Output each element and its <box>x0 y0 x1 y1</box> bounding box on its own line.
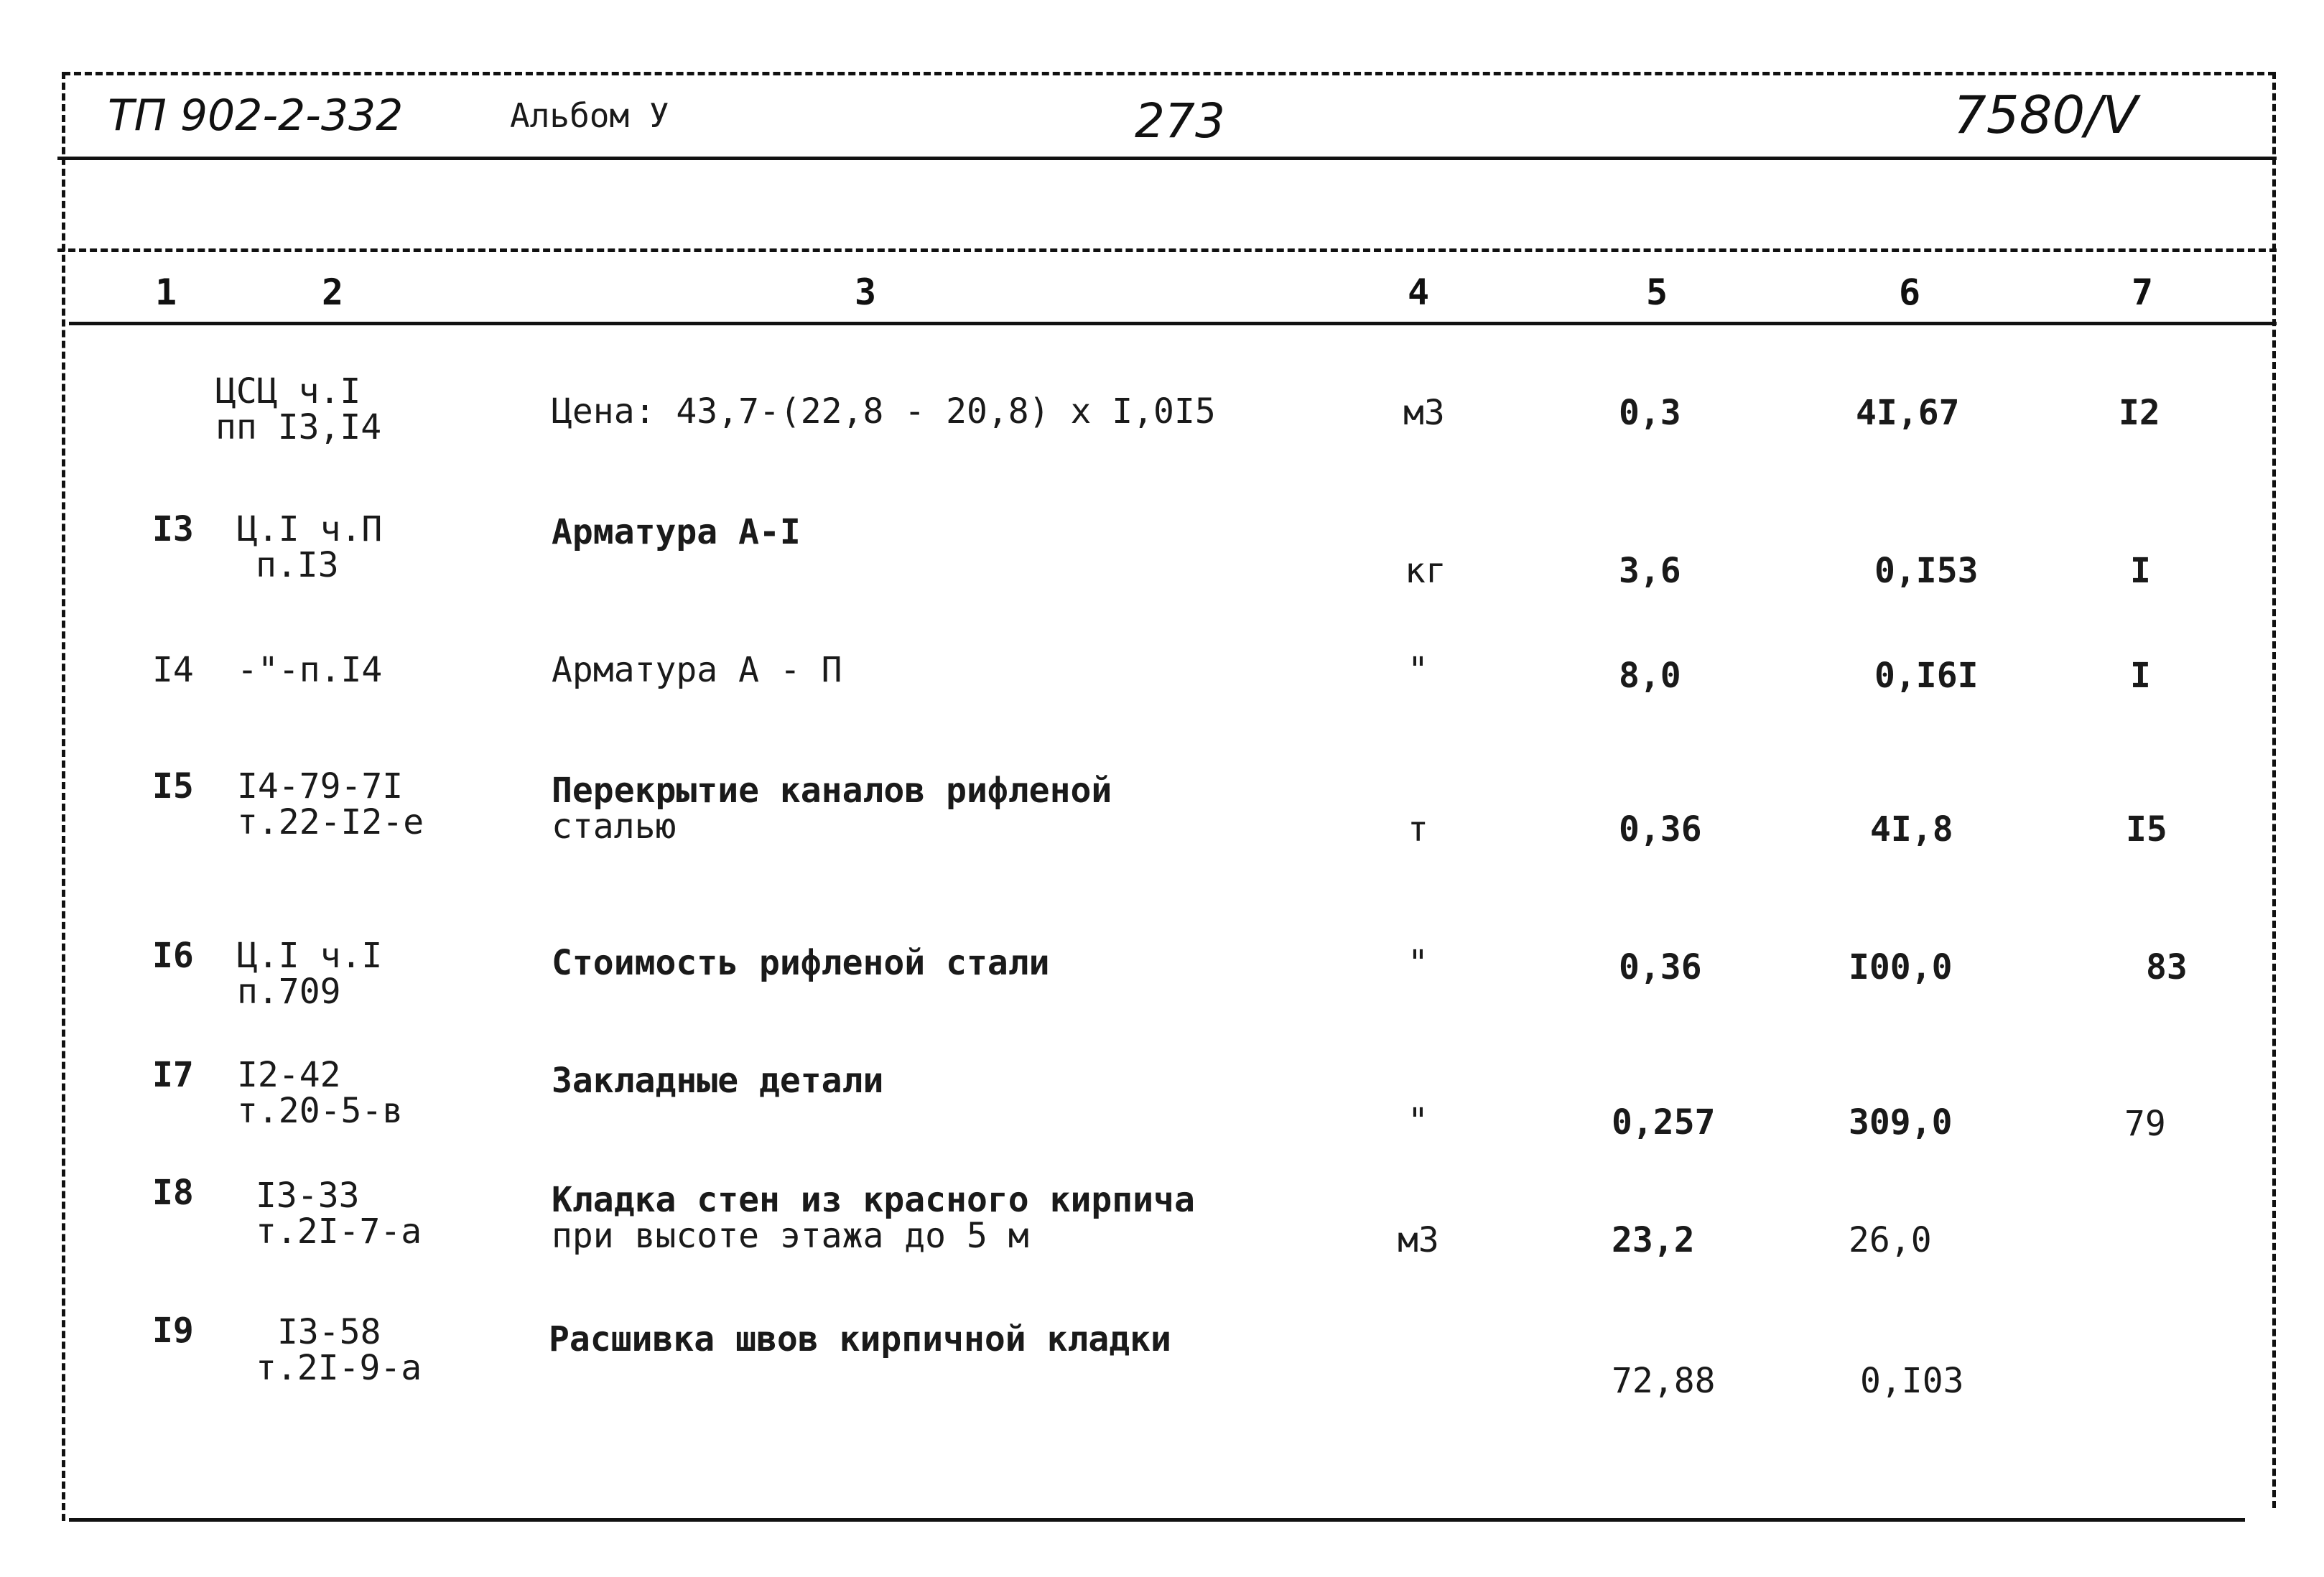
column-header-1: 1 <box>155 271 177 313</box>
row-number: I8 <box>152 1173 194 1213</box>
row-reference: I4-79-7I т.22-I2-е <box>237 766 424 842</box>
row-unit: м3 <box>1403 393 1445 433</box>
row-quantity: 23,2 <box>1612 1220 1695 1260</box>
row-price: 4I,8 <box>1870 809 1953 850</box>
row-description: Перекрытие каналов рифленой сталью <box>552 771 1112 847</box>
row-price: 0,I53 <box>1874 551 1979 591</box>
column-header-7: 7 <box>2132 271 2154 313</box>
row-number: I7 <box>152 1055 194 1095</box>
album-label: Альбом У <box>510 96 669 135</box>
row-quantity: 8,0 <box>1619 656 1681 696</box>
row-price: 26,0 <box>1849 1220 1932 1260</box>
row-reference: I2-42 т.20-5-в <box>237 1055 404 1131</box>
column-header-2: 2 <box>322 271 344 313</box>
row-unit: м3 <box>1398 1220 1439 1260</box>
row-price: 0,I03 <box>1860 1361 1964 1401</box>
row-quantity: 0,3 <box>1619 393 1681 433</box>
row-price: 4I,67 <box>1856 393 1960 433</box>
row-description: Арматура А-I <box>552 512 801 552</box>
row-price: I00,0 <box>1849 947 1953 987</box>
top-border <box>63 72 2275 75</box>
header-rule <box>57 157 2277 160</box>
column-header-6: 6 <box>1899 271 1921 313</box>
row-total: I5 <box>2126 809 2167 850</box>
row-reference: I3-58 т.2I-9-а <box>256 1312 422 1388</box>
page-number: 273 <box>1135 93 1225 149</box>
column-header-bottom-rule <box>69 322 2277 325</box>
bottom-border <box>69 1518 2245 1522</box>
column-header-5: 5 <box>1646 271 1668 313</box>
row-total: 79 <box>2124 1104 2166 1144</box>
row-number: I6 <box>152 936 194 976</box>
row-description: Закладные детали <box>552 1061 884 1101</box>
row-unit: т <box>1408 809 1428 850</box>
row-number: I5 <box>152 766 194 806</box>
row-reference: -"-п.I4 <box>237 650 383 690</box>
row-reference: ЦСЦ ч.I пп I3,I4 <box>215 371 382 447</box>
row-quantity: 0,36 <box>1619 947 1702 987</box>
row-quantity: 0,36 <box>1619 809 1702 850</box>
row-total: I <box>2130 551 2151 591</box>
document-number: 7580/V <box>1953 85 2138 145</box>
row-total: I2 <box>2119 393 2160 433</box>
row-reference: I3-33 т.2I-7-а <box>256 1176 422 1252</box>
row-description: Арматура А - П <box>552 650 842 690</box>
row-unit: " <box>1408 1101 1428 1141</box>
row-number: I4 <box>152 650 194 690</box>
row-unit: " <box>1408 943 1428 983</box>
row-number: I9 <box>152 1311 194 1351</box>
row-price: 0,I6I <box>1874 656 1979 696</box>
project-code: ТП 902-2-332 <box>108 90 404 141</box>
row-description: Расшивка швов кирпичной кладки <box>549 1319 1171 1359</box>
right-border <box>2272 72 2276 1508</box>
row-number: I3 <box>152 509 194 549</box>
row-total: 83 <box>2146 947 2188 987</box>
row-description: Цена: 43,7-(22,8 - 20,8) x I,0I5 <box>552 391 1216 432</box>
row-description: Кладка стен из красного кирпича при высоте этажа до 5 м <box>552 1180 1195 1256</box>
row-reference: Ц.I ч.П п.I3 <box>237 509 383 585</box>
row-total: I <box>2130 656 2151 696</box>
row-unit: " <box>1408 650 1428 690</box>
row-description: Стоимость рифленой стали <box>552 943 1050 983</box>
left-border <box>62 72 65 1521</box>
row-unit: кг <box>1405 551 1446 591</box>
row-price: 309,0 <box>1849 1102 1953 1143</box>
row-quantity: 72,88 <box>1612 1361 1716 1401</box>
row-reference: Ц.I ч.I п.709 <box>237 936 383 1012</box>
column-header-top-rule <box>57 248 2277 252</box>
row-quantity: 0,257 <box>1612 1102 1716 1143</box>
row-quantity: 3,6 <box>1619 551 1681 591</box>
column-header-4: 4 <box>1408 271 1430 313</box>
column-header-3: 3 <box>855 271 877 313</box>
